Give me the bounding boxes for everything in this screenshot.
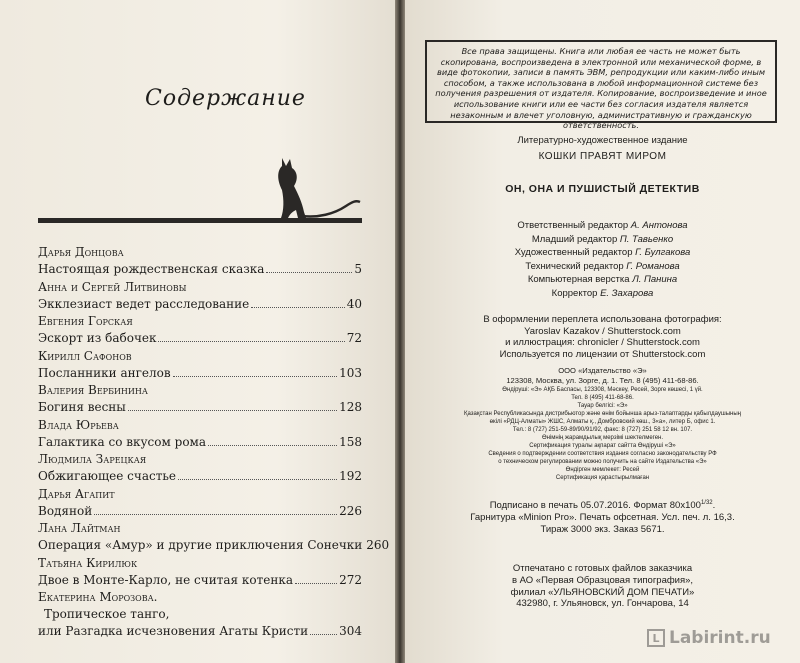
- credit-name: Г. Булгакова: [635, 247, 691, 258]
- cover-line: В оформлении переплета использована фотография:: [483, 314, 722, 325]
- credit-name: А. Антонова: [630, 220, 688, 231]
- page-number: 304: [339, 624, 362, 638]
- credit-line: [415, 260, 790, 274]
- page-number: 40: [346, 296, 362, 311]
- toc-entry: [38, 417, 362, 451]
- credit-line: [415, 219, 790, 233]
- title-text: Настоящая рождественская сказка: [38, 262, 265, 276]
- page-number: 158: [339, 434, 362, 449]
- entry-title: [38, 399, 362, 416]
- toc-list: [38, 244, 390, 640]
- cat-illustration: [268, 156, 364, 220]
- credit-line: [415, 246, 790, 260]
- publisher-info: [415, 366, 790, 482]
- entry-title: [38, 365, 362, 382]
- credit-name: Е. Захарова: [600, 287, 654, 299]
- title-text: или Разгадка исчезновения Агаты Кристи: [38, 624, 309, 638]
- book-title: ОН, ОНА И ПУШИСТЫЙ ДЕТЕКТИВ: [505, 183, 700, 195]
- toc-entry: [38, 520, 390, 554]
- publisher-line: Өндірген мемлекет: Ресей: [565, 466, 640, 473]
- toc-entry: [38, 348, 362, 382]
- print-details: [415, 498, 790, 536]
- entry-author: Кирилл Сафонов: [38, 348, 132, 363]
- toc-title: Содержание: [145, 86, 306, 111]
- credit-name: Г. Романова: [626, 260, 680, 272]
- title-text: Посланники ангелов: [38, 365, 171, 380]
- cover-line: и иллюстрация: chronicler / Shutterstock.com: [505, 337, 700, 349]
- entry-author: Людмила Зарецкая: [38, 452, 147, 466]
- print-fraction: 1/32: [700, 500, 713, 506]
- credit-name: Л. Панина: [632, 274, 678, 285]
- print-line-end: .: [712, 500, 716, 512]
- entry-author: Дарья Донцова: [38, 245, 124, 259]
- credit-role: Технический редактор: [525, 260, 624, 272]
- dot-leader: [173, 376, 337, 377]
- dot-leader: [266, 272, 352, 273]
- publisher-line: Өнімнің жарамдылық мерзімі шектелмеген.: [541, 434, 664, 441]
- cover-line: Используется по лицензии от Shutterstock.com: [499, 348, 706, 360]
- page-number: 272: [339, 572, 362, 587]
- title-text: Галактика со вкусом рома: [38, 434, 207, 449]
- entry-title: [38, 623, 362, 640]
- printer-line: филиал «УЛЬЯНОВСКИЙ ДОМ ПЕЧАТИ»: [510, 586, 695, 598]
- genre-line: Литературно-художественное издание: [517, 135, 688, 146]
- publisher-line: Сведения о подтверждении соответствия издания согласно законодательству РФ: [488, 450, 717, 457]
- series-title: КОШКИ ПРАВЯТ МИРОМ: [538, 151, 667, 162]
- page-number: 260: [366, 538, 390, 552]
- title-text: Экклезиаст ведет расследование: [38, 296, 250, 311]
- entry-author: Евгения Горская: [38, 314, 133, 328]
- credit-role: Корректор: [551, 287, 598, 299]
- dot-leader: [208, 445, 337, 446]
- credit-role: Младший редактор: [531, 233, 618, 245]
- watermark-text: Labirint.ru: [669, 628, 771, 648]
- entry-title: [38, 572, 362, 589]
- entry-title: [38, 537, 390, 554]
- print-line: Гарнитура «Minion Pro». Печать офсетная. Усл. печ. л. 16,3.: [470, 511, 735, 523]
- entry-author: Лана Лайтман: [38, 521, 121, 535]
- labirint-logo-icon: L: [647, 629, 665, 647]
- credit-role: Ответственный редактор: [517, 220, 629, 231]
- title-text: Водяной: [38, 503, 93, 518]
- entry-title: [38, 503, 362, 520]
- dot-leader: [310, 634, 337, 635]
- entry-author: Дарья Агапит: [38, 486, 115, 501]
- toc-entry: [38, 313, 362, 347]
- page-number: 192: [339, 469, 362, 483]
- title-text: Эскорт из бабочек: [38, 331, 157, 345]
- toc-entry: [38, 451, 362, 485]
- credit-line: [415, 287, 790, 301]
- cover-line: Yaroslav Kazakov / Shutterstock.com: [524, 325, 681, 337]
- book-spine: [395, 0, 405, 663]
- publisher-line: Тел. 8 (495) 411-68-86.: [571, 394, 634, 401]
- title-text: Обжигающее счастье: [38, 469, 176, 483]
- entry-title: [38, 468, 362, 485]
- page-number: 103: [339, 365, 362, 380]
- rights-notice: Все права защищены. Книга или любая ее часть не может быть скопирована, воспроизведена в электронной или механической форме, в виде фотокопии, записи в память ЭВМ, репродукции или каким-либо иным способом, а также использована в любой информационной системе без получения разрешения от издателя. Копирование, воспроизведение и иное использование книги или ее части без согласия издателя является незаконным и влечет уголовную, административную и гражданскую ответственность.: [425, 40, 777, 123]
- watermark: [647, 628, 771, 648]
- header-rule: [38, 218, 362, 223]
- publisher-line: Өндіруші: «Э» АҚБ Баспасы, 123308, Мәскеу, Ресей, Зорге көшесі, 1 үй.: [502, 386, 703, 393]
- toc-entry: [38, 244, 362, 278]
- print-line-text: Подписано в печать 05.07.2016. Формат 80x100: [489, 500, 701, 512]
- title-text: Операция «Амур» и другие приключения Сонечки: [38, 538, 363, 552]
- toc-entry: [38, 589, 362, 640]
- publisher-line: 123308, Москва, ул. Зорге, д. 1. Тел. 8 (495) 411-68-86.: [506, 375, 699, 385]
- entry-title: [38, 261, 362, 278]
- page-number: 226: [339, 503, 362, 518]
- publisher-line: Тел.: 8 (727) 251-59-89/90/91/92, факс: 8 (727) 251 58 12 вн. 107.: [512, 426, 693, 433]
- credits: [415, 219, 790, 300]
- printer-line: в АО «Первая Образцовая типография»,: [511, 574, 694, 586]
- entry-title: [38, 330, 362, 347]
- title-text: Двое в Монте-Карло, не считая котенка: [38, 572, 293, 587]
- dot-leader: [251, 307, 345, 308]
- cover-credits: [415, 314, 790, 360]
- printer-line: 432980, г. Ульяновск, ул. Гончарова, 14: [516, 598, 689, 610]
- entry-author: Екатерина Морозова.: [38, 590, 158, 604]
- publisher-line: Сертификация қарастырылмаған: [555, 474, 650, 481]
- page-number: 128: [339, 400, 362, 414]
- dot-leader: [128, 410, 337, 411]
- dot-leader: [158, 341, 344, 342]
- entry-title-line1: Тропическое танго,: [44, 607, 170, 621]
- credit-line: [415, 233, 790, 247]
- toc-entry: [38, 486, 362, 520]
- credit-role: Художественный редактор: [514, 247, 633, 258]
- entry-author: Валерия Вербинина: [38, 383, 148, 397]
- printer-line: Отпечатано с готовых файлов заказчика: [512, 563, 693, 574]
- dot-leader: [178, 479, 337, 480]
- publisher-line: Сертификация туралы ақпарат сайтта Өндіруші «Э»: [529, 442, 676, 449]
- toc-entry: [38, 279, 362, 313]
- credit-name: П. Тавьенко: [619, 233, 674, 245]
- toc-entry: [38, 382, 362, 416]
- entry-title: [38, 296, 362, 313]
- title-text: Богиня весны: [38, 400, 126, 414]
- publisher-line: Қазақстан Республикасында дистрибьютор және өнім бойынша арыз-талаптарды қабылдаушының: [464, 410, 741, 417]
- entry-author: Татьяна Кирилюк: [38, 555, 138, 570]
- publisher-line: өкілі «РДЦ-Алматы» ЖШС, Алматы қ., Домбровский көш., 3«а», литер Б, офис 1.: [489, 418, 716, 425]
- publisher-line: ООО «Издательство «Э»: [558, 366, 647, 375]
- left-page: [0, 0, 395, 663]
- page-number: 72: [346, 331, 362, 345]
- publisher-line: о техническом регулировании можно получить на сайте Издательства «Э»: [498, 458, 707, 465]
- printer-info: [415, 563, 790, 610]
- entry-title: [38, 434, 362, 451]
- print-line: Тираж 3000 экз. Заказ 5671.: [540, 523, 665, 535]
- print-line: [415, 498, 790, 512]
- entry-author: Влада Юрьева: [38, 417, 119, 432]
- publisher-line: Тауар белгісі: «Э»: [577, 402, 628, 409]
- dot-leader: [295, 583, 337, 584]
- credit-role: Компьютерная верстка: [527, 274, 630, 285]
- entry-author: Анна и Сергей Литвиновы: [38, 279, 187, 294]
- credit-line: [415, 273, 790, 287]
- page-number: 5: [354, 262, 362, 276]
- dot-leader: [94, 514, 337, 515]
- toc-entry: [38, 555, 362, 589]
